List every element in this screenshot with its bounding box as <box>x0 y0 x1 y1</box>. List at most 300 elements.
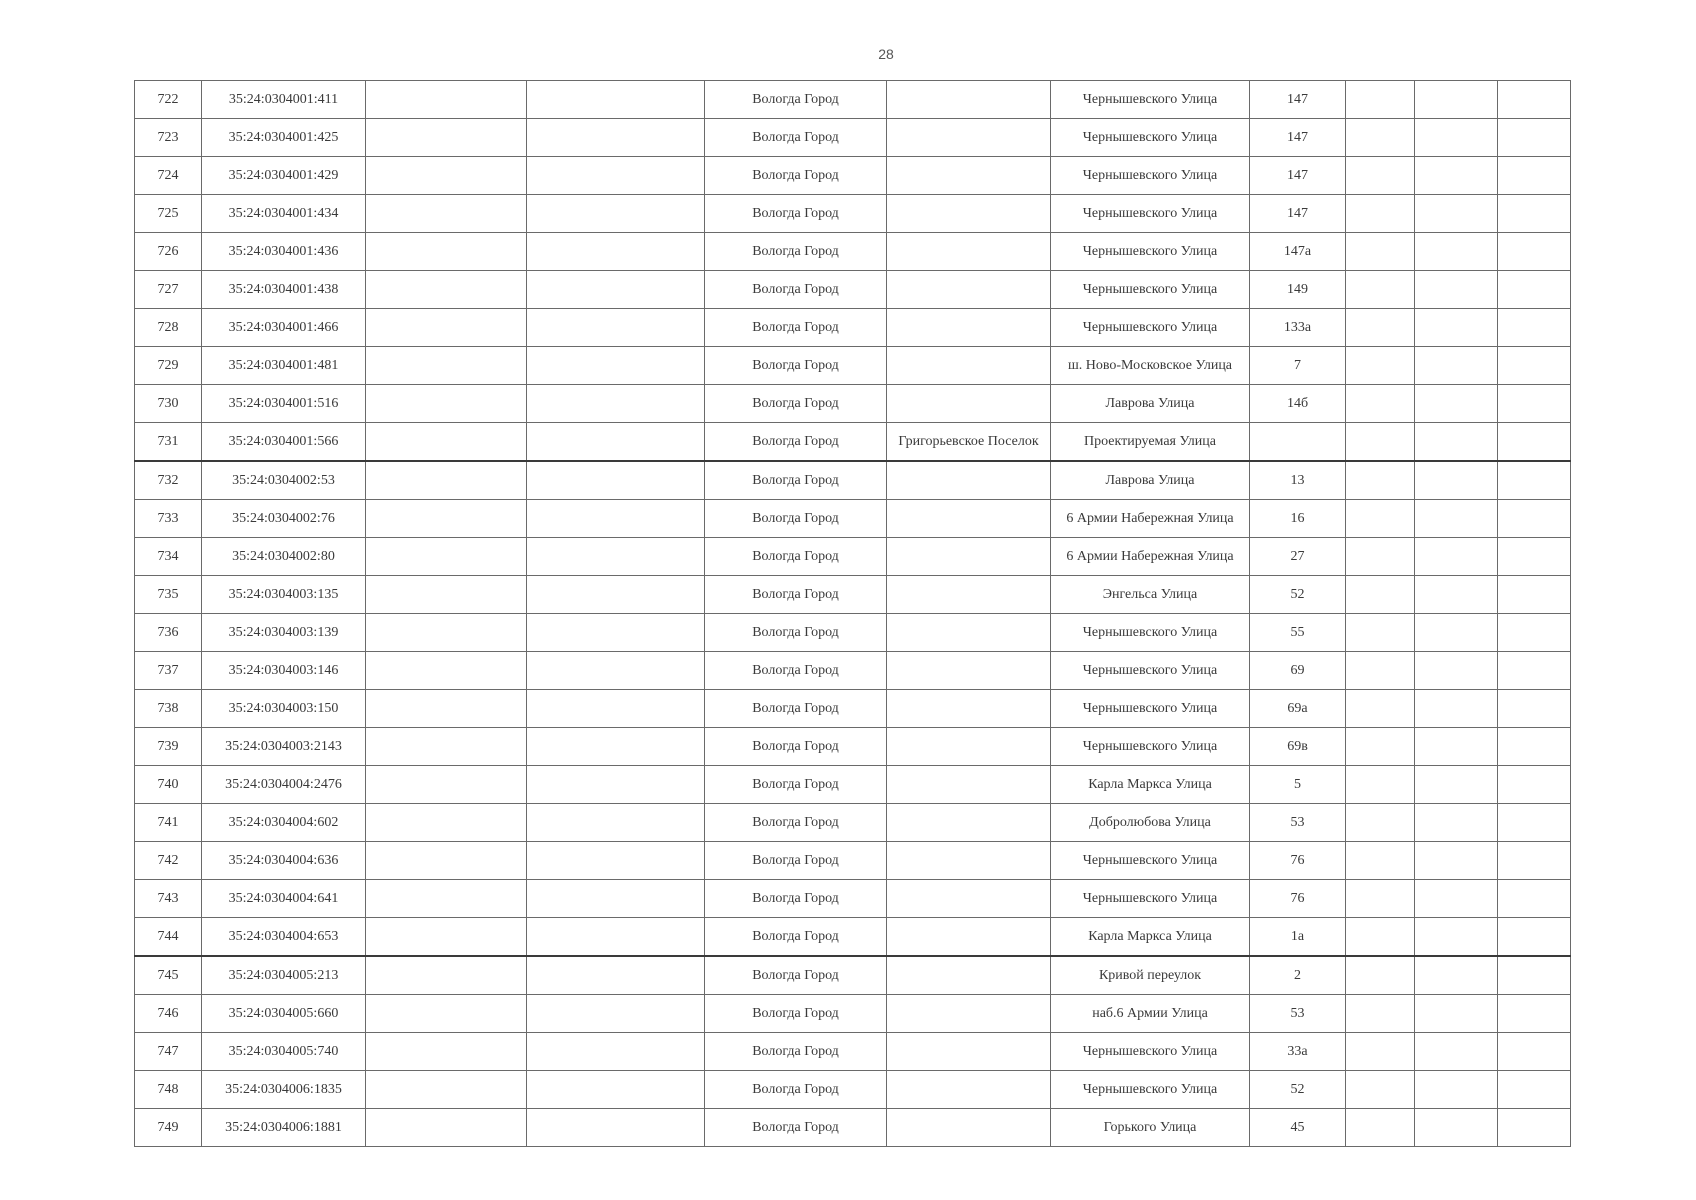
cell-city: Вологда Город <box>705 461 887 500</box>
cell-settlement <box>887 614 1051 652</box>
cell-c4 <box>527 956 705 995</box>
cell-street: Горького Улица <box>1051 1109 1250 1147</box>
cell-c4 <box>527 614 705 652</box>
cell-city: Вологда Город <box>705 956 887 995</box>
cell-c11 <box>1498 233 1571 271</box>
cell-city: Вологда Город <box>705 195 887 233</box>
cell-c3 <box>366 728 527 766</box>
cell-c3 <box>366 195 527 233</box>
cell-c11 <box>1498 423 1571 462</box>
cell-no: 739 <box>135 728 202 766</box>
cell-c4 <box>527 81 705 119</box>
cell-c9 <box>1346 918 1415 957</box>
cell-no: 742 <box>135 842 202 880</box>
cell-street: Чернышевского Улица <box>1051 728 1250 766</box>
cell-c4 <box>527 271 705 309</box>
cell-street: Чернышевского Улица <box>1051 1033 1250 1071</box>
cell-c10 <box>1415 157 1498 195</box>
cell-settlement <box>887 461 1051 500</box>
cell-no: 734 <box>135 538 202 576</box>
table-row <box>135 1109 1571 1147</box>
cell-no: 743 <box>135 880 202 918</box>
cell-c9 <box>1346 347 1415 385</box>
cell-c4 <box>527 347 705 385</box>
cell-settlement <box>887 385 1051 423</box>
cadastral-table <box>134 80 1571 1147</box>
cell-city: Вологда Город <box>705 995 887 1033</box>
table-row <box>135 271 1571 309</box>
cell-street: Чернышевского Улица <box>1051 119 1250 157</box>
cell-c4 <box>527 233 705 271</box>
cell-c3 <box>366 309 527 347</box>
cell-no: 725 <box>135 195 202 233</box>
cell-c3 <box>366 614 527 652</box>
cell-c9 <box>1346 81 1415 119</box>
cell-settlement <box>887 1033 1051 1071</box>
cell-settlement <box>887 233 1051 271</box>
cell-street: Чернышевского Улица <box>1051 1071 1250 1109</box>
cell-cadastral: 35:24:0304004:653 <box>202 918 366 957</box>
cell-c3 <box>366 119 527 157</box>
cell-no: 745 <box>135 956 202 995</box>
table-row <box>135 614 1571 652</box>
cell-street: Карла Маркса Улица <box>1051 766 1250 804</box>
cell-no: 748 <box>135 1071 202 1109</box>
cell-city: Вологда Город <box>705 652 887 690</box>
cell-city: Вологда Город <box>705 423 887 462</box>
cell-house: 55 <box>1250 614 1346 652</box>
cell-c3 <box>366 81 527 119</box>
cell-c9 <box>1346 157 1415 195</box>
cell-house: 69в <box>1250 728 1346 766</box>
cell-cadastral: 35:24:0304001:566 <box>202 423 366 462</box>
cell-cadastral: 35:24:0304001:516 <box>202 385 366 423</box>
cell-c9 <box>1346 385 1415 423</box>
cell-street: Чернышевского Улица <box>1051 652 1250 690</box>
cell-c9 <box>1346 1071 1415 1109</box>
table-row <box>135 576 1571 614</box>
cell-city: Вологда Город <box>705 309 887 347</box>
table-row <box>135 233 1571 271</box>
cell-c3 <box>366 423 527 462</box>
cell-house: 13 <box>1250 461 1346 500</box>
cell-c3 <box>366 538 527 576</box>
cell-c3 <box>366 385 527 423</box>
cell-c10 <box>1415 995 1498 1033</box>
cell-cadastral: 35:24:0304002:53 <box>202 461 366 500</box>
cell-city: Вологда Город <box>705 690 887 728</box>
cell-c10 <box>1415 309 1498 347</box>
cell-c3 <box>366 956 527 995</box>
cell-c4 <box>527 842 705 880</box>
cell-c11 <box>1498 918 1571 957</box>
cell-street: Чернышевского Улица <box>1051 271 1250 309</box>
cell-cadastral: 35:24:0304001:436 <box>202 233 366 271</box>
cell-c10 <box>1415 1033 1498 1071</box>
cell-c9 <box>1346 690 1415 728</box>
cell-cadastral: 35:24:0304004:641 <box>202 880 366 918</box>
cell-no: 728 <box>135 309 202 347</box>
table-row <box>135 385 1571 423</box>
cell-cadastral: 35:24:0304004:2476 <box>202 766 366 804</box>
cell-house: 16 <box>1250 500 1346 538</box>
cell-city: Вологда Город <box>705 842 887 880</box>
cell-c9 <box>1346 842 1415 880</box>
cell-no: 744 <box>135 918 202 957</box>
cell-city: Вологда Город <box>705 119 887 157</box>
cell-c4 <box>527 880 705 918</box>
cell-c3 <box>366 461 527 500</box>
cell-c3 <box>366 842 527 880</box>
cell-c11 <box>1498 500 1571 538</box>
cell-c3 <box>366 766 527 804</box>
cell-cadastral: 35:24:0304001:434 <box>202 195 366 233</box>
cell-settlement <box>887 309 1051 347</box>
cell-city: Вологда Город <box>705 157 887 195</box>
cell-no: 749 <box>135 1109 202 1147</box>
cell-c11 <box>1498 652 1571 690</box>
cell-cadastral: 35:24:0304003:150 <box>202 690 366 728</box>
cell-city: Вологда Город <box>705 271 887 309</box>
cell-c10 <box>1415 956 1498 995</box>
cell-c4 <box>527 385 705 423</box>
cell-c4 <box>527 423 705 462</box>
cell-house: 1а <box>1250 918 1346 957</box>
cell-c10 <box>1415 652 1498 690</box>
cell-c9 <box>1346 956 1415 995</box>
cell-c10 <box>1415 195 1498 233</box>
cell-city: Вологда Город <box>705 538 887 576</box>
cell-c10 <box>1415 918 1498 957</box>
cell-no: 738 <box>135 690 202 728</box>
cell-c9 <box>1346 1109 1415 1147</box>
cell-c11 <box>1498 1109 1571 1147</box>
cell-c3 <box>366 690 527 728</box>
cell-c11 <box>1498 880 1571 918</box>
cell-settlement <box>887 690 1051 728</box>
table-row <box>135 1033 1571 1071</box>
cell-settlement <box>887 576 1051 614</box>
cell-street: Чернышевского Улица <box>1051 309 1250 347</box>
cell-house: 147 <box>1250 81 1346 119</box>
cell-no: 731 <box>135 423 202 462</box>
cell-house <box>1250 423 1346 462</box>
cell-c11 <box>1498 81 1571 119</box>
cell-c10 <box>1415 538 1498 576</box>
cell-street: Добролюбова Улица <box>1051 804 1250 842</box>
cell-c3 <box>366 1109 527 1147</box>
cell-house: 52 <box>1250 1071 1346 1109</box>
table-row <box>135 309 1571 347</box>
cell-cadastral: 35:24:0304001:411 <box>202 81 366 119</box>
cell-cadastral: 35:24:0304006:1881 <box>202 1109 366 1147</box>
cell-no: 726 <box>135 233 202 271</box>
cell-c4 <box>527 195 705 233</box>
cell-c10 <box>1415 271 1498 309</box>
cell-c10 <box>1415 804 1498 842</box>
cell-settlement <box>887 195 1051 233</box>
cell-settlement <box>887 804 1051 842</box>
cell-house: 33а <box>1250 1033 1346 1071</box>
cell-street: Энгельса Улица <box>1051 576 1250 614</box>
cell-c4 <box>527 461 705 500</box>
cell-c3 <box>366 995 527 1033</box>
cell-no: 727 <box>135 271 202 309</box>
cell-c10 <box>1415 880 1498 918</box>
page-number: 28 <box>878 46 894 62</box>
cell-c3 <box>366 918 527 957</box>
cell-house: 14б <box>1250 385 1346 423</box>
cell-c4 <box>527 690 705 728</box>
cell-house: 76 <box>1250 880 1346 918</box>
cell-city: Вологда Город <box>705 880 887 918</box>
cell-cadastral: 35:24:0304006:1835 <box>202 1071 366 1109</box>
cell-street: Чернышевского Улица <box>1051 690 1250 728</box>
cell-cadastral: 35:24:0304001:466 <box>202 309 366 347</box>
cell-c4 <box>527 119 705 157</box>
cell-c10 <box>1415 385 1498 423</box>
cell-c3 <box>366 1033 527 1071</box>
cell-c9 <box>1346 461 1415 500</box>
cell-cadastral: 35:24:0304001:481 <box>202 347 366 385</box>
cell-c3 <box>366 804 527 842</box>
cell-c4 <box>527 728 705 766</box>
cell-street: Чернышевского Улица <box>1051 842 1250 880</box>
cell-c9 <box>1346 423 1415 462</box>
table-row <box>135 766 1571 804</box>
cell-c3 <box>366 576 527 614</box>
cell-c4 <box>527 766 705 804</box>
cell-house: 149 <box>1250 271 1346 309</box>
cell-street: ш. Ново-Московское Улица <box>1051 347 1250 385</box>
cell-c11 <box>1498 538 1571 576</box>
cell-city: Вологда Город <box>705 385 887 423</box>
cell-settlement <box>887 347 1051 385</box>
table-row <box>135 956 1571 995</box>
cell-c10 <box>1415 461 1498 500</box>
table-row <box>135 918 1571 957</box>
cell-c11 <box>1498 995 1571 1033</box>
cell-house: 147а <box>1250 233 1346 271</box>
cell-city: Вологда Город <box>705 1071 887 1109</box>
cell-city: Вологда Город <box>705 233 887 271</box>
cell-no: 732 <box>135 461 202 500</box>
cell-c11 <box>1498 309 1571 347</box>
cell-c10 <box>1415 119 1498 157</box>
cell-c4 <box>527 1033 705 1071</box>
table-row <box>135 157 1571 195</box>
cell-c11 <box>1498 461 1571 500</box>
cell-street: Чернышевского Улица <box>1051 157 1250 195</box>
cell-city: Вологда Город <box>705 918 887 957</box>
cell-c3 <box>366 1071 527 1109</box>
cell-cadastral: 35:24:0304001:429 <box>202 157 366 195</box>
cell-c10 <box>1415 1071 1498 1109</box>
cell-c11 <box>1498 271 1571 309</box>
table-row <box>135 538 1571 576</box>
table-row <box>135 423 1571 462</box>
cell-cadastral: 35:24:0304003:139 <box>202 614 366 652</box>
cell-settlement <box>887 157 1051 195</box>
cell-house: 52 <box>1250 576 1346 614</box>
cell-c10 <box>1415 81 1498 119</box>
cell-c4 <box>527 538 705 576</box>
cell-house: 53 <box>1250 995 1346 1033</box>
cell-c11 <box>1498 1033 1571 1071</box>
cell-c9 <box>1346 195 1415 233</box>
cell-settlement <box>887 766 1051 804</box>
cell-c11 <box>1498 690 1571 728</box>
cell-c11 <box>1498 385 1571 423</box>
cell-house: 69 <box>1250 652 1346 690</box>
cell-c4 <box>527 1071 705 1109</box>
cell-c3 <box>366 500 527 538</box>
table-row <box>135 690 1571 728</box>
cell-c3 <box>366 880 527 918</box>
table-row <box>135 119 1571 157</box>
cell-settlement <box>887 880 1051 918</box>
cell-c3 <box>366 157 527 195</box>
cell-c11 <box>1498 1071 1571 1109</box>
cell-c10 <box>1415 576 1498 614</box>
cell-c11 <box>1498 804 1571 842</box>
cell-c4 <box>527 804 705 842</box>
cell-no: 736 <box>135 614 202 652</box>
cell-c9 <box>1346 576 1415 614</box>
cell-house: 7 <box>1250 347 1346 385</box>
cell-c11 <box>1498 728 1571 766</box>
cell-street: Лаврова Улица <box>1051 385 1250 423</box>
cell-city: Вологда Город <box>705 500 887 538</box>
cell-settlement <box>887 538 1051 576</box>
cell-c3 <box>366 347 527 385</box>
cell-c4 <box>527 157 705 195</box>
cell-c11 <box>1498 347 1571 385</box>
cell-house: 133а <box>1250 309 1346 347</box>
cell-cadastral: 35:24:0304004:602 <box>202 804 366 842</box>
cell-c10 <box>1415 347 1498 385</box>
cell-c10 <box>1415 842 1498 880</box>
cell-c10 <box>1415 728 1498 766</box>
cell-settlement <box>887 500 1051 538</box>
cell-settlement <box>887 956 1051 995</box>
cell-cadastral: 35:24:0304002:76 <box>202 500 366 538</box>
cell-house: 69а <box>1250 690 1346 728</box>
cell-no: 733 <box>135 500 202 538</box>
cell-no: 740 <box>135 766 202 804</box>
cell-c10 <box>1415 1109 1498 1147</box>
cell-settlement <box>887 728 1051 766</box>
cell-cadastral: 35:24:0304005:213 <box>202 956 366 995</box>
table-row <box>135 500 1571 538</box>
cell-settlement <box>887 1071 1051 1109</box>
cell-house: 147 <box>1250 157 1346 195</box>
cell-c11 <box>1498 842 1571 880</box>
table-row <box>135 728 1571 766</box>
cell-street: Карла Маркса Улица <box>1051 918 1250 957</box>
cell-no: 747 <box>135 1033 202 1071</box>
cell-settlement: Григорьевское Поселок <box>887 423 1051 462</box>
cell-c11 <box>1498 614 1571 652</box>
cell-c10 <box>1415 233 1498 271</box>
cell-street: Чернышевского Улица <box>1051 233 1250 271</box>
cell-settlement <box>887 842 1051 880</box>
cell-c10 <box>1415 500 1498 538</box>
cell-c11 <box>1498 157 1571 195</box>
cell-no: 730 <box>135 385 202 423</box>
cell-street: Чернышевского Улица <box>1051 81 1250 119</box>
cell-c9 <box>1346 728 1415 766</box>
table-row <box>135 995 1571 1033</box>
table-row <box>135 81 1571 119</box>
table-row <box>135 880 1571 918</box>
cell-c11 <box>1498 195 1571 233</box>
cell-settlement <box>887 918 1051 957</box>
cell-no: 737 <box>135 652 202 690</box>
cell-street: 6 Армии Набережная Улица <box>1051 538 1250 576</box>
cell-street: Кривой переулок <box>1051 956 1250 995</box>
cell-c4 <box>527 309 705 347</box>
cell-house: 2 <box>1250 956 1346 995</box>
cell-c9 <box>1346 309 1415 347</box>
cell-c11 <box>1498 766 1571 804</box>
cell-house: 147 <box>1250 195 1346 233</box>
cell-c4 <box>527 995 705 1033</box>
cell-cadastral: 35:24:0304003:135 <box>202 576 366 614</box>
cell-c4 <box>527 652 705 690</box>
cell-cadastral: 35:24:0304002:80 <box>202 538 366 576</box>
cell-house: 27 <box>1250 538 1346 576</box>
cell-c11 <box>1498 956 1571 995</box>
cell-c4 <box>527 1109 705 1147</box>
cell-house: 5 <box>1250 766 1346 804</box>
cell-street: Проектируемая Улица <box>1051 423 1250 462</box>
cell-street: Чернышевского Улица <box>1051 880 1250 918</box>
cell-cadastral: 35:24:0304004:636 <box>202 842 366 880</box>
cell-c9 <box>1346 766 1415 804</box>
cell-city: Вологда Город <box>705 1109 887 1147</box>
cell-c9 <box>1346 538 1415 576</box>
cell-city: Вологда Город <box>705 804 887 842</box>
cell-cadastral: 35:24:0304001:425 <box>202 119 366 157</box>
cell-settlement <box>887 995 1051 1033</box>
table-row <box>135 842 1571 880</box>
cell-c10 <box>1415 690 1498 728</box>
table-row <box>135 652 1571 690</box>
cell-city: Вологда Город <box>705 347 887 385</box>
cell-settlement <box>887 81 1051 119</box>
cell-city: Вологда Город <box>705 614 887 652</box>
cell-c9 <box>1346 500 1415 538</box>
cell-city: Вологда Город <box>705 1033 887 1071</box>
table-row <box>135 461 1571 500</box>
cell-c11 <box>1498 119 1571 157</box>
cell-street: Чернышевского Улица <box>1051 614 1250 652</box>
cell-street: Лаврова Улица <box>1051 461 1250 500</box>
cell-c9 <box>1346 804 1415 842</box>
cell-city: Вологда Город <box>705 766 887 804</box>
cell-c9 <box>1346 995 1415 1033</box>
cell-house: 147 <box>1250 119 1346 157</box>
cell-c10 <box>1415 614 1498 652</box>
table-row <box>135 195 1571 233</box>
cell-c10 <box>1415 766 1498 804</box>
cell-cadastral: 35:24:0304005:660 <box>202 995 366 1033</box>
cell-city: Вологда Город <box>705 81 887 119</box>
cell-c4 <box>527 500 705 538</box>
cell-c9 <box>1346 233 1415 271</box>
cell-c9 <box>1346 119 1415 157</box>
